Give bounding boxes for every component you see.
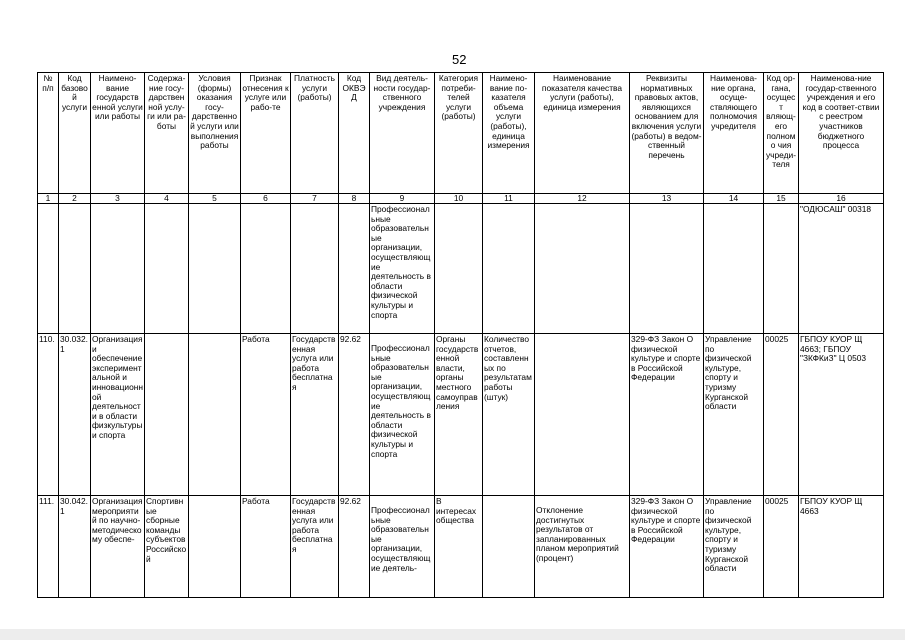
column-number: 1 [38,194,59,204]
column-number: 2 [59,194,91,204]
header-cell: Наименова-ние государ-ственного учреждения и его код в соответ-ствии с реестром участников бюджетного процесса [799,73,884,194]
header-cell: Наименование показателя качества услуги (работы), единица измерения [535,73,630,194]
conditions-cell [189,496,241,598]
volume-indicator-cell [483,496,535,598]
activity-cell: Профессиональные образовательные организации, осуществляющие деятельность в области физической культуры и спорта [370,334,435,496]
header-cell: Реквизиты нормативных правовых актов, являющихся основанием для включения услуги (работы) в ведом-ственный перечень [630,73,704,194]
header-cell: Платность услуги (работы) [291,73,339,194]
column-number: 9 [370,194,435,204]
column-number: 8 [339,194,370,204]
header-cell: № п/п [38,73,59,194]
header-cell: Наимено-вание государств енной услуги или работы [91,73,145,194]
activity-cell: Профессиональные образовательные организации, осуществляющие деятельность в области физической культуры и спорта [370,204,435,334]
header-cell: Наименова-ние органа, осуще-ствляющего полномочия учредителя [704,73,764,194]
service-name-cell: Организация мероприятий по научно-методическому обеспе- [91,496,145,598]
column-number: 13 [630,194,704,204]
row-number-cell: 110. [38,334,59,496]
header-cell: Код ОКВЭД [339,73,370,194]
service-code-cell [59,204,91,334]
column-number: 15 [764,194,799,204]
service-content-cell [145,334,189,496]
service-content-cell [145,204,189,334]
header-cell: Категория потреби-телей услуги (работы) [435,73,483,194]
consumers-cell: В интересах общества [435,496,483,598]
institution-cell: ГБПОУ КУОР Щ 4663 [799,496,884,598]
founder-body-cell: Управление по физической культуре, спорту и туризму Курганской области [704,496,764,598]
payment-cell: Государственная услуга или работа бесплатная [291,496,339,598]
column-number: 5 [189,194,241,204]
table-row [38,334,884,496]
column-number: 7 [291,194,339,204]
service-name-cell [91,204,145,334]
quality-indicator-cell [535,204,630,334]
page-number: 52 [452,52,467,67]
type-cell: Работа [241,496,291,598]
header-cell: Код ор-гана, осущест вляющ-его полномо чия учреди-теля [764,73,799,194]
service-code-cell: 30.042.1 [59,496,91,598]
column-number: 11 [483,194,535,204]
table-row [38,204,884,334]
service-name-cell: Организация и обеспечение экспериментальной и инновационной деятельности в области физкультуры и спорта [91,334,145,496]
table-row [38,496,884,598]
column-number-row [38,194,884,204]
legal-acts-cell: 329-ФЗ Закон О физической культуре и спорте в Российской Федерации [630,496,704,598]
header-cell: Наимено-вание по-казателя объема услуги (работы), единица измерения [483,73,535,194]
service-content-cell: Спортивные сборные команды субъектов Российской [145,496,189,598]
column-number: 12 [535,194,630,204]
row-number-cell: 111. [38,496,59,598]
consumers-cell [435,204,483,334]
conditions-cell [189,334,241,496]
header-row [38,73,884,194]
column-number: 4 [145,194,189,204]
founder-code-cell [764,204,799,334]
okved-cell: 92.62 [339,334,370,496]
payment-cell: Государственная услуга или работа бесплатная [291,334,339,496]
type-cell [241,204,291,334]
column-number: 3 [91,194,145,204]
quality-indicator-cell: Отклонение достигнутых результатов от запланированных планом мероприятий (процент) [535,496,630,598]
column-number: 10 [435,194,483,204]
legal-acts-cell: 329-ФЗ Закон О физической культуре и спорте в Российской Федерации [630,334,704,496]
volume-indicator-cell: Количество отчетов, составленных по результатам работы (штук) [483,334,535,496]
institution-cell: ГБПОУ КУОР Щ 4663; ГБПОУ "ЗКФКиЗ" Ц 0503 [799,334,884,496]
column-number: 14 [704,194,764,204]
header-cell: Вид деятель-ности государ-ственного учреждения [370,73,435,194]
activity-cell: Профессиональные образовательные организации, осуществляющие деятель- [370,496,435,598]
founder-code-cell: 00025 [764,334,799,496]
service-code-cell: 30.032.1 [59,334,91,496]
legal-acts-cell [630,204,704,334]
services-register-table [37,72,884,598]
institution-cell: "ОДЮСАШ" 00318 [799,204,884,334]
row-number-cell [38,204,59,334]
scan-bottom-edge [0,629,905,640]
header-cell: Код базовой услуги [59,73,91,194]
conditions-cell [189,204,241,334]
founder-body-cell: Управление по физической культуре, спорту и туризму Курганской области [704,334,764,496]
quality-indicator-cell [535,334,630,496]
column-number: 6 [241,194,291,204]
header-cell: Условия (формы) оказания госу-дарственно й услуги или выполнения работы [189,73,241,194]
founder-code-cell: 00025 [764,496,799,598]
volume-indicator-cell [483,204,535,334]
header-cell: Содержа-ние госу-дарствен ной услу-ги или ра-боты [145,73,189,194]
payment-cell [291,204,339,334]
okved-cell [339,204,370,334]
founder-body-cell [704,204,764,334]
column-number: 16 [799,194,884,204]
type-cell: Работа [241,334,291,496]
consumers-cell: Органы государственной власти, органы местного самоуправления [435,334,483,496]
header-cell: Признак отнесения к услуге или рабо-те [241,73,291,194]
okved-cell: 92.62 [339,496,370,598]
